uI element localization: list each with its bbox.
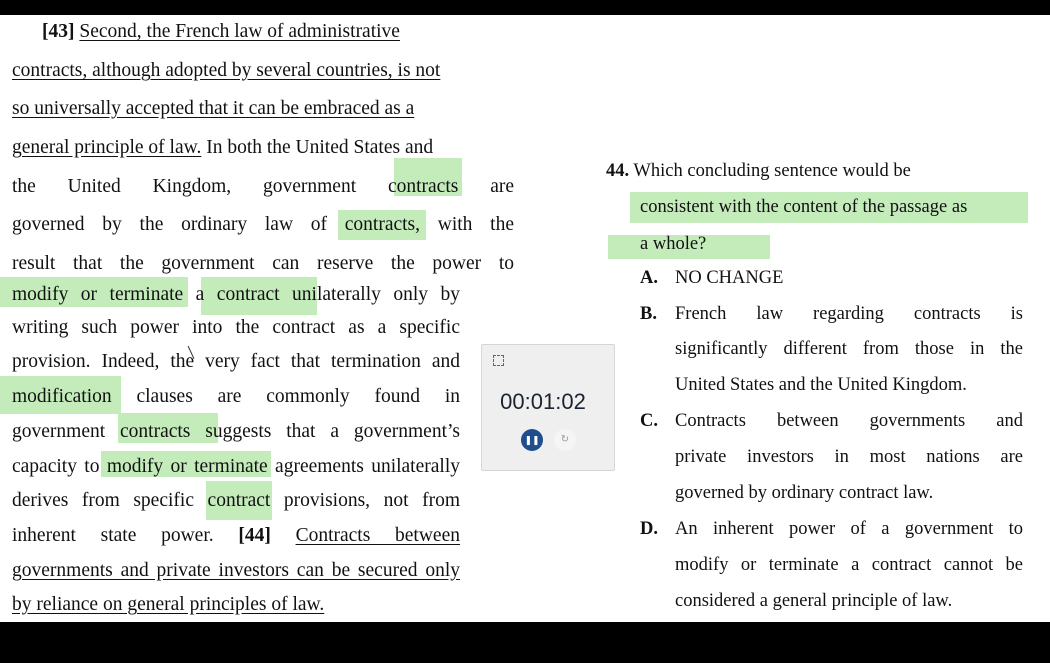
option-d-line-1[interactable]	[675, 517, 1023, 541]
option-b-line-3[interactable]	[675, 373, 967, 397]
option-b-letter[interactable]: B.	[640, 304, 657, 324]
passage-line-15	[12, 524, 460, 548]
underlined-sentence: Contracts between	[295, 525, 460, 546]
passage-line-13	[12, 455, 460, 479]
passage-line-11	[12, 385, 460, 409]
underlined-sentence: so universally accepted that it can be embraced as a	[12, 98, 415, 119]
option-c-line-1[interactable]	[675, 409, 1023, 433]
option-text: An inherent power of a government to	[675, 519, 1023, 539]
option-text: Contracts between governments and	[675, 411, 1023, 431]
option-d-line-3[interactable]	[675, 589, 952, 613]
document-page	[0, 15, 1050, 622]
passage-line-9	[12, 316, 460, 340]
pause-icon[interactable]: ❚❚	[521, 429, 543, 451]
passage-line-12	[12, 420, 460, 444]
passage-line-10	[12, 350, 460, 374]
question-stem-text: consistent with the content of the passage as	[640, 197, 968, 217]
passage-line-1	[42, 20, 514, 44]
question-stem-text: Which concluding sentence would be	[633, 161, 911, 181]
option-text: NO CHANGE	[675, 268, 784, 288]
passage-text: writing such power into the contract as a specific	[12, 317, 460, 338]
timer-display: 00:01:02	[500, 389, 586, 414]
option-text: governed by ordinary contract law.	[675, 483, 934, 503]
passage-line-4	[12, 136, 433, 160]
passage-line-3	[12, 97, 514, 121]
passage-line-14	[12, 489, 460, 513]
passage-text: modify or terminate a contract unilaterally only by	[12, 284, 460, 305]
option-text: considered a general principle of law.	[675, 591, 953, 611]
passage-text: derives from specific contract provisions, not from	[12, 490, 460, 511]
option-a-letter[interactable]: A.	[640, 268, 658, 288]
passage-text: governed by the ordinary law of contracts, with the	[12, 214, 514, 235]
underlined-sentence: contracts, although adopted by several countries, is not	[12, 60, 441, 81]
option-b-line-2[interactable]	[675, 337, 1023, 361]
question-number: 44.	[606, 161, 630, 181]
option-text: private investors in most nations are	[675, 447, 1023, 467]
passage-text: the United Kingdom, government contracts are	[12, 176, 514, 197]
passage-line-6	[12, 213, 514, 237]
passage-text: inherent state power.	[12, 525, 239, 546]
passage-text: In both the United States and	[201, 137, 434, 158]
passage-line-17	[12, 593, 324, 617]
underlined-sentence: governments and private investors can be secured only	[12, 560, 460, 581]
option-text: French law regarding contracts is	[675, 304, 1023, 324]
option-c-letter[interactable]: C.	[640, 411, 658, 431]
underlined-sentence: general principle of law.	[12, 137, 202, 158]
option-c-line-2[interactable]	[675, 445, 1023, 469]
question-stem-line-3	[640, 232, 706, 256]
passage-line-5	[12, 175, 514, 199]
paragraph-number: [43]	[42, 21, 80, 42]
passage-text: capacity to modify or terminate agreements unilaterally	[12, 456, 460, 477]
passage-text: provision. Indeed, the very fact that termination and	[12, 351, 460, 372]
option-text: significantly different from those in the	[675, 339, 1023, 359]
option-text: United States and the United Kingdom.	[675, 375, 967, 395]
option-d-letter[interactable]: D.	[640, 519, 658, 539]
passage-line-2	[12, 59, 514, 83]
question-stem-line-2	[640, 195, 967, 219]
expand-icon[interactable]	[493, 355, 504, 366]
question-stem-line-1	[606, 159, 911, 183]
timer-widget[interactable]	[481, 344, 615, 471]
underlined-sentence: Second, the French law of administrative	[79, 21, 400, 42]
underlined-sentence: by reliance on general principles of law.	[12, 594, 325, 615]
paragraph-number: [44]	[238, 525, 296, 546]
passage-text: government contracts suggests that a government’s	[12, 421, 460, 442]
option-a-line-1[interactable]	[675, 266, 783, 290]
option-b-line-1[interactable]	[675, 302, 1023, 326]
reset-icon[interactable]: ↻	[554, 429, 576, 451]
passage-line-16	[12, 559, 460, 583]
option-d-line-2[interactable]	[675, 553, 1023, 577]
passage-line-7	[12, 252, 514, 276]
passage-text: result that the government can reserve the power to	[12, 253, 514, 274]
passage-line-8	[12, 283, 460, 307]
option-text: modify or terminate a contract cannot be	[675, 555, 1023, 575]
passage-text: modification clauses are commonly found in	[12, 386, 460, 407]
question-stem-text: a whole?	[640, 234, 707, 254]
option-c-line-3[interactable]	[675, 481, 933, 505]
